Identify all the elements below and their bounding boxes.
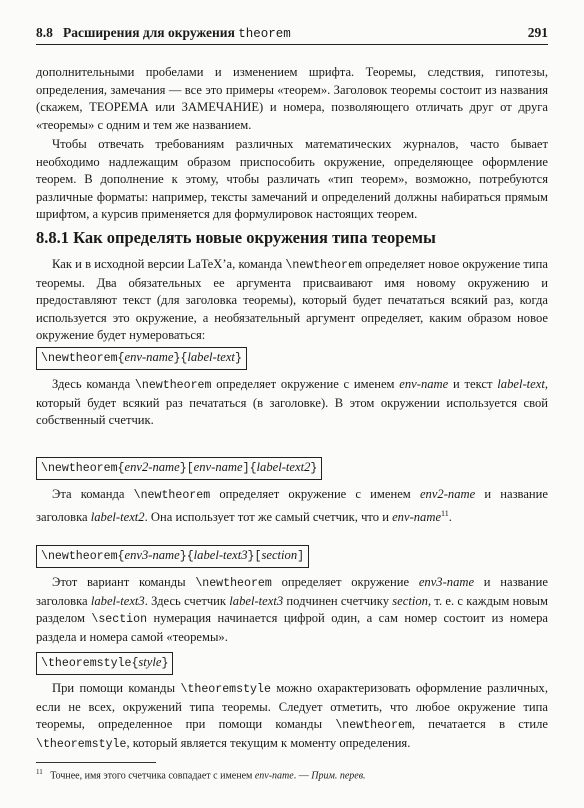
section-heading bbox=[36, 25, 291, 41]
box-command: \newtheorem{ bbox=[41, 352, 125, 365]
inline-command: \theoremstyle bbox=[36, 737, 127, 751]
subsection-title: Как определять новые окружения типа теоремы bbox=[73, 228, 436, 247]
running-head bbox=[36, 22, 548, 45]
box-arg: env-name bbox=[124, 350, 174, 364]
box-brace: }[ bbox=[179, 462, 194, 475]
page-number: 291 bbox=[527, 25, 548, 40]
paragraph-6 bbox=[36, 574, 548, 646]
footnote-translator-note: Прим. перев. bbox=[311, 770, 366, 782]
syntax-box-newtheorem bbox=[36, 347, 247, 370]
paragraph-4 bbox=[36, 376, 548, 430]
paragraph-7 bbox=[36, 680, 548, 753]
box-command: \newtheorem{ bbox=[41, 550, 125, 563]
inline-command: \newtheorem bbox=[134, 379, 212, 392]
text-run: и название заголовка bbox=[36, 487, 548, 524]
text-run: и название заголовка bbox=[36, 575, 548, 608]
text-run: и текст bbox=[448, 377, 498, 391]
paragraph-3 bbox=[36, 256, 548, 345]
text-run: можно охарактеризовать оформление различных, если не всех, окружений типа теоремы. Следует отметить, что любое окружение типа теоремы, определенное при помощи команды bbox=[36, 681, 548, 732]
syntax-box-newtheorem-subordinate bbox=[36, 545, 309, 568]
footnote-mark[interactable]: 11 bbox=[441, 508, 449, 518]
text-run: определяет окружение с именем bbox=[210, 487, 420, 501]
inline-arg: env-name bbox=[399, 377, 449, 391]
subsection-heading bbox=[36, 228, 436, 248]
inline-command: \newtheorem bbox=[285, 259, 362, 272]
inline-arg: env-name bbox=[392, 509, 442, 524]
inline-command: \newtheorem bbox=[195, 577, 272, 590]
text-run: Эта команда bbox=[52, 487, 134, 501]
inline-arg: label-text3 bbox=[229, 593, 284, 608]
text-run: Как и в исходной версии bbox=[52, 257, 188, 271]
box-brace: }{ bbox=[179, 550, 194, 563]
text-run: . bbox=[448, 509, 452, 524]
footnote-arg: env-name bbox=[254, 770, 294, 782]
text-run: , т. е. с каждым новым разделом bbox=[36, 593, 548, 626]
box-brace: ]{ bbox=[242, 462, 257, 475]
text-run: , который будет всякий раз печататься (в заголовке). В этом окружении используется свой собственный счетчик. bbox=[36, 377, 548, 428]
section-title: Расширения для окружения bbox=[63, 25, 235, 40]
inline-arg: label-text bbox=[497, 377, 545, 391]
text-run: , печатается в стиле bbox=[411, 717, 549, 732]
text-run: определяет окружение bbox=[271, 575, 419, 589]
text-run: нумерация начинается цифрой один, а сам номер состоит из номера раздела и номера самой «теоремы». bbox=[36, 611, 549, 644]
box-brace: }[ bbox=[247, 550, 262, 563]
box-brace: } bbox=[310, 462, 318, 475]
text-run: . Она использует тот же самый счетчик, что и bbox=[144, 509, 393, 524]
footnote-text: Точнее, имя этого счетчика совпадает с именем bbox=[50, 770, 255, 782]
box-brace: } bbox=[234, 352, 242, 365]
box-arg: env3-name bbox=[124, 548, 180, 562]
paragraph-5-text bbox=[36, 486, 548, 526]
footnote-number: 11 bbox=[36, 768, 43, 776]
box-arg: label-text bbox=[187, 350, 235, 364]
inline-arg: label-text3 bbox=[90, 593, 145, 608]
text-run: подчинен счетчику bbox=[283, 593, 393, 608]
paragraph-1 bbox=[36, 64, 548, 134]
text-run: . Здесь счетчик bbox=[144, 593, 230, 608]
paragraph-6-text bbox=[36, 574, 548, 646]
footnote-rule bbox=[36, 762, 156, 763]
box-arg: style bbox=[138, 655, 162, 669]
box-brace: } bbox=[161, 657, 169, 670]
paragraph-7-text bbox=[36, 680, 548, 753]
text-run: Здесь команда bbox=[52, 377, 135, 391]
box-arg: section bbox=[261, 548, 298, 562]
paragraph-2 bbox=[36, 136, 548, 224]
box-brace: ] bbox=[297, 550, 305, 563]
paragraph-3-text bbox=[36, 256, 548, 345]
text-run: , который является текущим к моменту определения. bbox=[126, 735, 411, 750]
inline-command: \newtheorem bbox=[133, 489, 211, 502]
inline-command: \newtheorem bbox=[335, 719, 412, 733]
paragraph-4-text bbox=[36, 376, 548, 430]
box-arg: env-name bbox=[193, 460, 243, 474]
inline-command: \theoremstyle bbox=[180, 683, 271, 696]
syntax-box-newtheorem-shared bbox=[36, 457, 322, 480]
box-command: \theoremstyle{ bbox=[41, 657, 139, 670]
box-command: \newtheorem{ bbox=[41, 462, 125, 475]
section-title-command: theorem bbox=[238, 27, 291, 41]
inline-command: \section bbox=[91, 613, 148, 627]
box-brace: }{ bbox=[173, 352, 188, 365]
text-run: ’а, команда bbox=[222, 257, 286, 271]
text-run: При помощи команды bbox=[52, 681, 181, 695]
box-arg: env2-name bbox=[124, 460, 180, 474]
paragraph-1-text: дополнительными пробелами и изменением шрифта. Теоремы, следствия, гипотезы, определения, замечания — все это примеры «теорем». Заголовок теоремы состоит из названия (скажем, ТЕОРЕМА или ЗАМЕЧАНИЕ) и номера, позволяющего отличать друг от друга «теоремы» с одним и тем же названием. bbox=[36, 65, 548, 132]
text-run: определяет новое окружение типа теоремы. Два обязательных ее аргумента присваивают имя новому окружению и предоставляют текст (для заголовка теоремы), который будет печататься всякий раз, когда используется это окружение, а необязательный аргумент определяет, каким образом новое окружение будет нумероваться: bbox=[36, 257, 549, 343]
footnote-text: . — bbox=[293, 770, 312, 782]
paragraph-5 bbox=[36, 486, 548, 526]
section-number: 8.8 bbox=[36, 25, 53, 40]
inline-arg: section bbox=[392, 593, 428, 608]
inline-arg: label-text2 bbox=[90, 509, 145, 524]
footnote bbox=[36, 766, 366, 782]
box-arg: label-text3 bbox=[193, 548, 248, 562]
latex-logo: LaTeX bbox=[187, 257, 223, 271]
syntax-box-theoremstyle bbox=[36, 652, 173, 675]
inline-arg: env2-name bbox=[419, 487, 476, 501]
paragraph-2-text: Чтобы отвечать требованиям различных математических журналов, часто бывает необходимо надлежащим образом приспособить окружение, определяющее оформление теорем. В дополнение к этому, чтобы различать «тип теорем», возможно, потребуются различные форматы: например, тексты замечаний и определений должны набираться прямым шрифтом, а курсив применяется для формулировок настоящих теорем. bbox=[36, 137, 548, 222]
text-run: определяет окружение с именем bbox=[211, 377, 400, 391]
text-run: Этот вариант команды bbox=[52, 575, 196, 589]
box-arg: label-text2 bbox=[256, 460, 311, 474]
subsection-number: 8.8.1 bbox=[36, 228, 69, 247]
inline-arg: env3-name bbox=[418, 575, 475, 589]
